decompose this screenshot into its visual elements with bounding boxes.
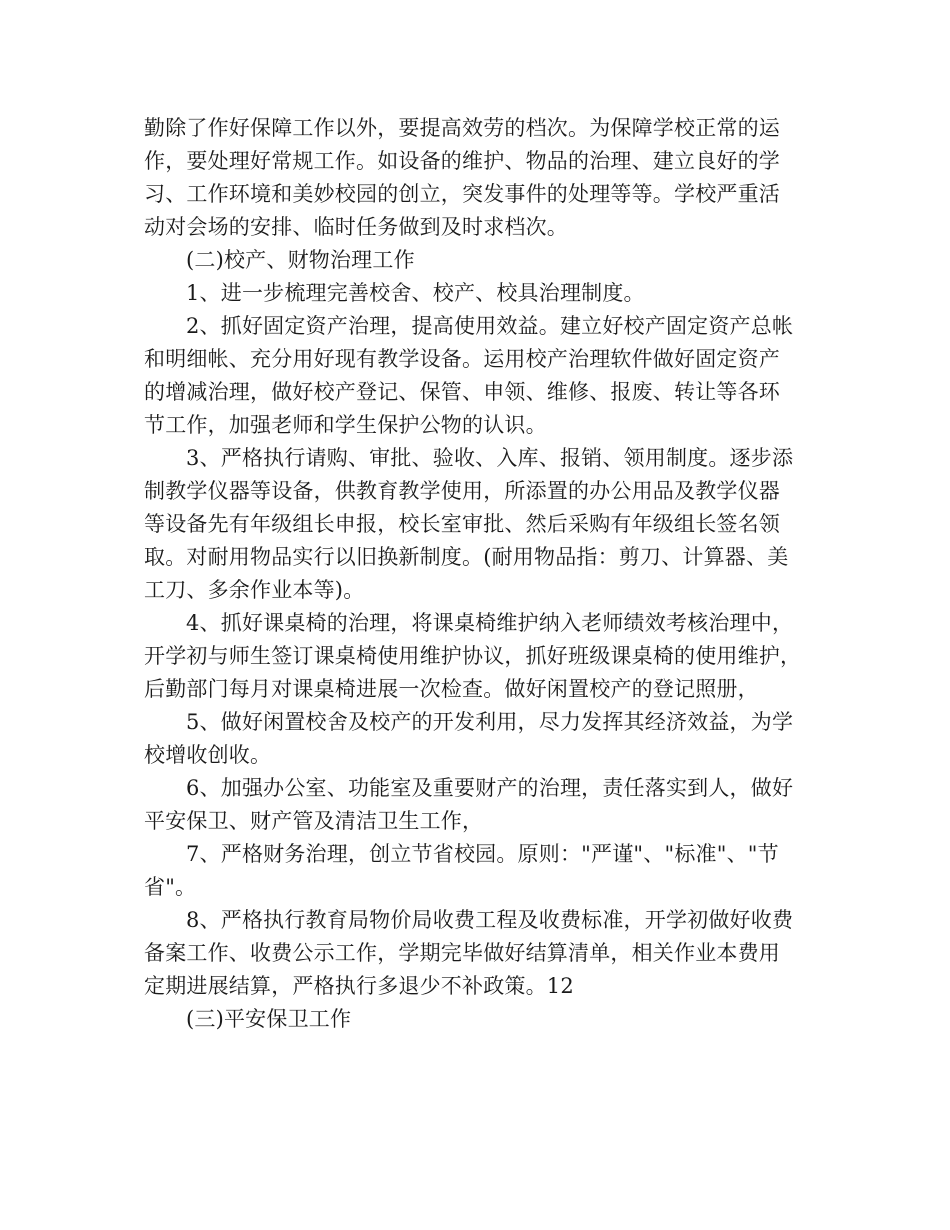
paragraph-line: 作，要处理好常规工作。如设备的维护、物品的治理、建立良好的学 bbox=[144, 149, 780, 173]
paragraph-line: 勤除了作好保障工作以外，要提高效劳的档次。为保障学校正常的运 bbox=[144, 116, 780, 140]
paragraph-line: 平安保卫、财产管及清洁卫生工作， bbox=[144, 809, 484, 833]
paragraph-first-line: 7、严格财务治理，创立节省校园。原则："严谨"、"标准"、"节 bbox=[186, 842, 779, 866]
paragraph-line: 习、工作环境和美妙校园的创立，突发事件的处理等等。学校严重活 bbox=[144, 182, 780, 206]
paragraph-line: 等设备先有年级组长申报，校长室审批、然后采购有年级组长签名领 bbox=[144, 512, 780, 536]
paragraph-line: 的增减治理，做好校产登记、保管、申领、维修、报废、转让等各环 bbox=[144, 380, 780, 404]
paragraph-line: 备案工作、收费公示工作，学期完毕做好结算清单，相关作业本费用 bbox=[144, 941, 780, 965]
paragraph-line: 和明细帐、充分用好现有教学设备。运用校产治理软件做好固定资产 bbox=[144, 347, 780, 371]
paragraph-first-line: 5、做好闲置校舍及校产的开发利用，尽力发挥其经济效益，为学 bbox=[186, 710, 794, 734]
paragraph-line: 省"。 bbox=[144, 875, 197, 899]
paragraph-first-line: (三)平安保卫工作 bbox=[186, 1007, 352, 1031]
paragraph-line: 后勤部门每月对课桌椅进展一次检查。做好闲置校产的登记照册， bbox=[144, 677, 759, 701]
paragraph-line: 定期进展结算，严格执行多退少不补政策。12 bbox=[144, 974, 574, 998]
paragraph-line: 工刀、多余作业本等)。 bbox=[144, 578, 365, 602]
paragraph-line: 节工作，加强老师和学生保护公物的认识。 bbox=[144, 413, 547, 437]
paragraph-first-line: 1、进一步梳理完善校舍、校产、校具治理制度。 bbox=[186, 281, 645, 305]
document-body bbox=[144, 112, 834, 1036]
paragraph-line: 开学初与师生签订课桌椅使用维护协议，抓好班级课桌椅的使用维护， bbox=[144, 644, 802, 668]
paragraph-line: 取。对耐用物品实行以旧换新制度。(耐用物品指：剪刀、计算器、美 bbox=[144, 545, 789, 569]
paragraph-line: 动对会场的安排、临时任务做到及时求档次。 bbox=[144, 215, 568, 239]
paragraph-line: 制教学仪器等设备，供教育教学使用，所添置的办公用品及教学仪器 bbox=[144, 479, 780, 503]
paragraph-first-line: 4、抓好课桌椅的治理，将课桌椅维护纳入老师绩效考核治理中， bbox=[186, 611, 794, 635]
paragraph-first-line: 6、加强办公室、功能室及重要财产的治理，责任落实到人，做好 bbox=[186, 776, 794, 800]
paragraph-first-line: 3、严格执行请购、审批、验收、入库、报销、领用制度。逐步添 bbox=[186, 446, 794, 470]
paragraph-line: 校增收创收。 bbox=[144, 743, 272, 767]
paragraph-first-line: (二)校产、财物治理工作 bbox=[186, 248, 415, 272]
paragraph-first-line: 8、严格执行教育局物价局收费工程及收费标准，开学初做好收费 bbox=[186, 908, 794, 932]
paragraph-first-line: 2、抓好固定资产治理，提高使用效益。建立好校产固定资产总帐 bbox=[186, 314, 794, 338]
